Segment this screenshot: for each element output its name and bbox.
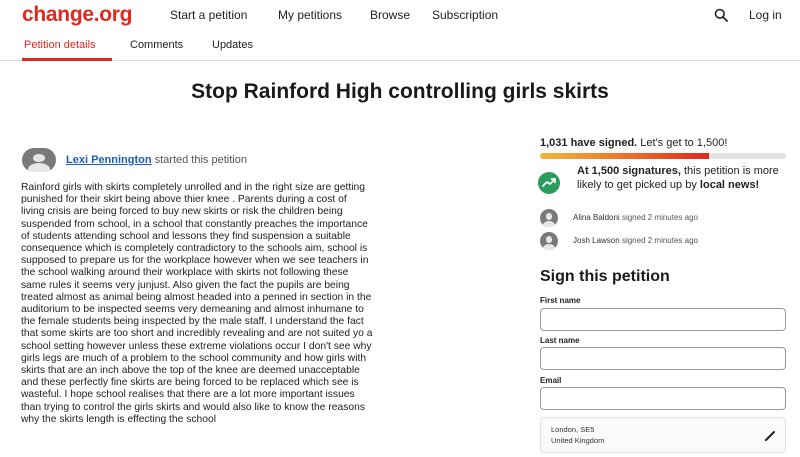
nav-my-petitions[interactable]: My petitions (278, 8, 343, 22)
petition-tabs (0, 31, 800, 61)
milestone-message: At 1,500 signatures, this petition is more likely to get picked up by local news! (577, 165, 779, 191)
description-line: that some skirts are too short and incredibly revealing and are not suited yo a (21, 328, 373, 340)
starter-suffix: started this petition (154, 154, 247, 166)
location-selector[interactable] (540, 417, 786, 453)
nav-subscription[interactable]: Subscription (432, 8, 499, 22)
description-line: school setting however unless these extreme violations occur I don't see why (21, 340, 372, 352)
description-line: the female students being inspected by the male staff. I understand the fact (21, 316, 364, 328)
description-line: punished for their skirt being above thier knee . Parents during a cost of (21, 194, 347, 206)
description-line: supposed to prepare us for the workplace however when we see teachers in (21, 255, 369, 267)
starter-avatar (22, 148, 56, 172)
description-line: treated almost as animal being almost headed into a penned in section in the (21, 291, 372, 303)
description-line: girls legs are much of a problem to the school community and how girls with (21, 352, 367, 364)
description-line: suspended from school, in a school that constantly preaches the importance (21, 218, 368, 230)
email-label: Email (540, 376, 562, 385)
last-name-label: Last name (540, 336, 580, 345)
description-line: and these perfectly fine skirts are being forced to be replaced which see is (21, 377, 359, 389)
first-name-field[interactable] (540, 308, 786, 331)
avatar (540, 232, 558, 250)
recent-signer: Alina Baldoni signed 2 minutes ago (573, 213, 698, 222)
last-name-field[interactable] (540, 347, 786, 370)
description-line: consequence which is completely contradictory to the schools aim, school is (21, 243, 368, 255)
description-line: why the skirts length is effecting the school (21, 413, 216, 425)
description-line: Rainford girls with skirts completely unrolled and in the right size are getting (21, 182, 365, 193)
login-link[interactable]: Log in (749, 8, 782, 22)
location-city: London, SE5 (551, 425, 595, 434)
email-field[interactable] (540, 387, 786, 410)
active-tab-indicator (22, 58, 112, 61)
description-line: than trying to control the girls skirts and would also like to know the reasons (21, 401, 365, 413)
trending-up-icon (538, 172, 560, 194)
nav-browse[interactable]: Browse (370, 8, 411, 22)
first-name-label: First name (540, 296, 581, 305)
signature-progress-fill (540, 153, 709, 159)
search-icon[interactable] (714, 8, 728, 22)
tab-comments[interactable]: Comments (130, 39, 184, 51)
tab-petition-details[interactable]: Petition details (24, 39, 96, 51)
sign-petition-heading: Sign this petition (540, 268, 670, 285)
starter-name-link[interactable]: Lexi Pennington (66, 154, 152, 166)
pencil-icon[interactable] (763, 429, 777, 443)
nav-start-petition[interactable]: Start a petition (170, 8, 248, 22)
signed-count-text: 1,031 have signed. (540, 137, 638, 149)
description-line: skirts that are an inch above the top of the knee are deemed unacceptable (21, 365, 360, 377)
avatar (540, 209, 558, 227)
description-line: auditorium to be inspected seems very demeaning and almost inhumane to (21, 304, 364, 316)
location-country: United Kingdom (551, 436, 605, 445)
description-line: living crisis are being forced to buy new skirts or risk the children being (21, 206, 343, 218)
tab-updates[interactable]: Updates (212, 39, 253, 51)
signature-count (540, 137, 727, 149)
top-navigation (0, 0, 800, 31)
description-line: of students attending school and lessons they find suspension a suitable (21, 230, 351, 242)
description-line: wasteful. I hope school realises that there are a lot more important issues (21, 389, 355, 401)
signature-progress-bar (540, 153, 786, 159)
description-line: same rules it seems very junjust. Also given the fact the pupils are being (21, 279, 350, 291)
signature-goal-text: Let's get to 1,500! (640, 137, 728, 149)
description-line: the school walking around their workplace with skirts not following these (21, 267, 349, 279)
recent-signer: Josh Lawson signed 2 minutes ago (573, 236, 698, 245)
petition-starter (66, 154, 247, 166)
petition-description (21, 182, 503, 426)
change-org-logo[interactable]: change.org (22, 3, 133, 26)
petition-title: Stop Rainford High controlling girls skirts (191, 80, 609, 103)
